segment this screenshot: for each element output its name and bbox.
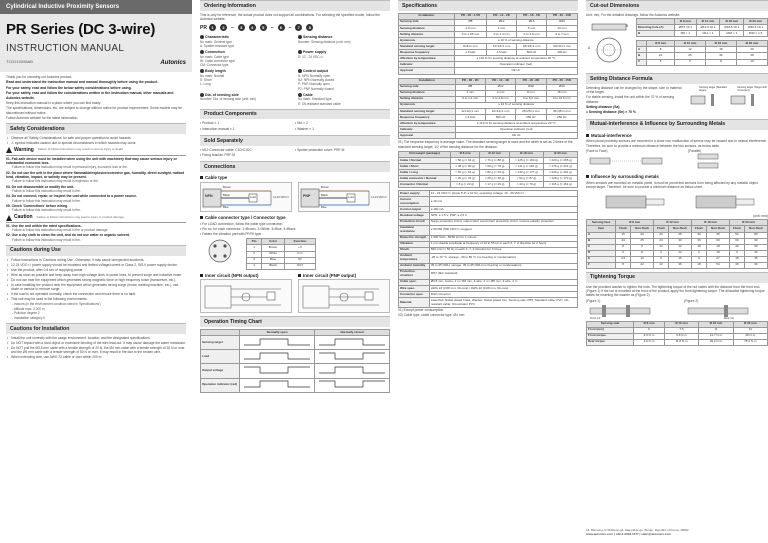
wiring-diagrams xyxy=(200,182,390,212)
timing-table: Normally open Normally closed Sensing target Load Output voltage Operation indicator (red) xyxy=(200,329,390,392)
intro-line: Read and understand the instruction manual and manual thoroughly before using the product. xyxy=(6,80,159,85)
intro-line: Keep this instruction manual in a place where you can find easily. xyxy=(6,100,102,105)
install-bullet: • Install the unit correctly with the usage environment, location, and the designated specifications. xyxy=(6,336,186,340)
setting-label-2: Sensing target (Target with movement) xyxy=(737,85,767,93)
wire-brown: Brown xyxy=(223,184,231,189)
components-list: • Product × 1 • Nut × 2 • Instruction manual × 1 • Washer × 1 xyxy=(200,121,314,131)
footer-contact: www.autonics.com | +82-2-2048-1577 | sales@autonics.com xyxy=(586,532,671,537)
wire-blue: Blue xyxy=(321,204,327,209)
connector-type-heading: Cable connector type / Connector type xyxy=(200,215,390,221)
ordering-code-row: PR 1 2 – 3 4 5 – 6 – 7 8 xyxy=(200,24,390,31)
footer-address: 18, Bansong-ro 513beon-gil, Haeundae-gu, Busan, Republic of Korea, 48002 xyxy=(586,528,689,533)
warning-icon xyxy=(6,147,12,153)
ordering-grid xyxy=(200,35,390,105)
caution-item: 01. Use the unit within the rated specifications. xyxy=(6,223,82,228)
setting-label-1: Sensing target (Standard target) xyxy=(699,85,727,93)
caution-banner xyxy=(6,213,186,223)
warning-banner xyxy=(6,146,186,156)
supply-label: 12-24 VDC== xyxy=(371,195,387,199)
weight-table: Unit weight (package) Ø 8 mm Ø 12 mm Ø 18 mm Ø 30 mm Cable / Normal ≈ 50 g (≈ 62 g) ≈ 76 g (≈ 88 g) ≈ 125 g (≈ 160 g) ≈ 220 g (≈ 265 g) Cable / Short ≈ 48 g (≈ 60 g) ≈ 66 g (≈ 78 g) ≈ 111 g (≈ 146 g) ≈ 176 g (≈ 221 g) Cable / Long ≈ 52 g (≈ 64 g) ≈ 82 g (≈ 94 g) ≈ 142 g (≈ 177 g) ≈ 246 g (≈ 291 g) Cable connector / Normal ≈ 20 g (≈ 32 g) ≈ 28 g (≈ 40 g) ≈ 52 g (≈ 87 g) ≈ 128 g (≈ 173 g) Connector / Normal ≈ 8 g (≈ 20 g) ≈ 17 g (≈ 29 g) ≈ 44 g (≈ 79 g) ≈ 116 g (≈ 161 g) xyxy=(398,151,578,188)
caution-desc: Failure to follow instructions may lead to injury or product damage. xyxy=(36,214,125,219)
tightening-text: Use the provided washer to tighten the nuts. The tightening torque of the nut varies with the distance from the front end. (Figure 1) If the nut is mounted at the front of the product, apply the front tightening torque. The allowable tightening torque tables for inserting the washer as (Figure 2). xyxy=(586,284,765,298)
spec-footnote: 01) The response frequency is average value. The standard sensing target is used and the width is set as 2 times of the standard sensing target, 1/2 of the sensing distance for the distance. xyxy=(398,140,573,149)
manual-code: TCD210098AB xyxy=(6,58,33,64)
inner-circuits xyxy=(200,270,390,314)
column-1 xyxy=(0,0,192,543)
warning-item: 05. Check 'Connections' before wiring. xyxy=(6,203,69,208)
specs-heading: Specifications xyxy=(398,0,578,11)
sold-list: • M12 Connector cable: C1D/C1DC • Sputter protection cover: PRF-M • Fixing bracket: PRF-M xyxy=(200,147,345,158)
general-spec-table: Power supply 12 - 24 VDC== (ripple P-P: ≤ 10 %), operating voltage: 10 - 30 VDC== Current consumption ≤ 10 mA Control output ≤ 200 mA Residual voltage NPN: ≤ 1.5 V, PNP: ≤ 2.5 V Protection circuit Surge protection circuit, output short overcurrent protection circuit, reverse polarity protection Insulation resistance ≥ 50 MΩ (500 VDC== megger) Dielectric strength 1,500 VAC~ 50/60 Hz for 1 minute Vibration 1 mm double amplitude at frequency of 10 to 55 Hz in each X, Y, Z direction for 2 hours Shock 500 m/s² (≈ 50 G) in each X, Y, Z direction for 3 times Ambient temperature -25 to 70 °C, storage: -30 to 80 °C (no freezing or condensation) Ambient humidity 35 to 95 %RH, storage: 35 to 95 %RH (no freezing or condensation) Protection structure IP67 (IEC standard) Cable spec. Ø3.5 mm, 3-wire, 2 m / Ø4 mm, 3-wire, 2 m / Ø5 mm, 3-wire, 2 m Wire spec. AWG 24 (0.08 mm, 40-core) / AWG 22 (0.08 mm, 60-core) Connector spec. M12 connector Material Case/Nut: Nickel plated brass, Washer: Nickel plated iron, Sensing side: PBT, Standard cable: PVC, Oil-resistant cable: Oil-resistant PVC xyxy=(398,190,578,308)
order-item: Control output N: NPN Normally open N2: NPN Normally closed P: PNP Normally open P2: PNP Normally closed xyxy=(298,69,335,91)
metal-diagram-svg xyxy=(586,190,768,214)
ordering-heading: Ordering Information xyxy=(200,0,390,11)
use-bullet: • This unit may be used in the following environments. xyxy=(6,297,186,301)
fig1-label: (Figure 1) xyxy=(586,298,601,303)
timing-heading: Operation Timing Chart xyxy=(200,316,390,327)
sold-heading: Sold Separately xyxy=(200,135,390,146)
column-3 xyxy=(398,0,578,543)
warning-label: Warning xyxy=(14,147,34,154)
unit-label: (unit: mm) xyxy=(753,214,768,219)
parallel-label: (Parallel) xyxy=(688,148,702,153)
intro-section xyxy=(0,72,192,363)
cutout-table-2: Ø 8 mm Ø 12 mm Ø 18 mm Ø 30 mm A 8 12 18 30 B 24 26 36 48 C 5 6 8 10 xyxy=(636,40,768,65)
cutout-drawing xyxy=(586,20,632,68)
metal-diagram xyxy=(586,190,768,214)
use-bullet: • Do not use near the equipment which generates strong magnetic force or high frequency noise (transceiver, etc.). xyxy=(6,278,186,282)
series-label: Cylindrical Inductive Proximity Sensors xyxy=(6,4,120,10)
caution-item: 02. Use a dry cloth to clean the unit, and do not use water or organic solvent. xyxy=(6,233,130,238)
spec-table-1: Installation PR - 08 - 1.5D PR - 12 - 2D PR - 18 - 5D PR - 30 - 10D Sensing side Ø8 Ø12 Ø18 Ø30 Sensing distance 1.5 mm 2 mm 5 mm 10 mm Setting distance 0 to 1.05 mm 0 to 1.4 mm 0 to 3.5 mm 0 to 7 mm Hysteresis ≤ 10 % of sensing distance Standard sensing target 8×8×1 mm 12×12×1 mm 18×18×1 mm 30×30×1 mm Response frequency 1.5 kHz 1.5 kHz 500 Hz 400 Hz Affection by temperature ≤ ±10 % for sensing distance at ambient temperature 20 °C Indicator Operation indicator (red) Approval CE UL xyxy=(398,13,578,75)
order-item: Power supply D: 12 - 24 VDC== xyxy=(298,50,327,59)
npn-wiring xyxy=(200,182,292,212)
column-4 xyxy=(586,0,768,543)
cutout-tables xyxy=(636,18,768,70)
use-bullet: • 12-24 VDC== power supply should be insulated and limited voltage/current or Class 2, SELV power supply device. xyxy=(6,263,186,267)
tightening-heading: Tightening Torque xyxy=(586,272,768,283)
install-bullet: • When extending wire, use AWG 22 cable or over within 200 m. xyxy=(6,355,186,359)
caution-label: Caution xyxy=(14,214,33,221)
face-label: (Face to Face) xyxy=(586,148,608,153)
front-nut-label: Front nut xyxy=(590,317,601,321)
use-bullet: • In case installing the product near the equipment which generates strong surge (motor, welding machine, etc.), use diode or varistor to remove surge. xyxy=(6,283,186,292)
intro-line: For your safety, read and follow the below safety considerations before using. xyxy=(6,85,132,90)
series-header xyxy=(0,0,192,14)
pin-table: Pin Color Function 1 Brown +V 2 White N·C 3 Blue 0V 4 Black OUT xyxy=(246,238,316,269)
use-sub: - Installation category II xyxy=(12,316,45,321)
footer xyxy=(586,529,768,537)
order-item: Cable No mark: Standard type E: Oil-resistant standard cable xyxy=(298,92,341,106)
connections-heading: Connections xyxy=(200,161,390,172)
safety-heading: Safety Considerations xyxy=(6,123,186,134)
safety-bullet: • Observe all 'Safety Considerations' for safe and proper operation to avoid hazards. xyxy=(6,136,186,140)
warning-sub: Failure to follow this instruction may result in personal injury, economic loss or fire. xyxy=(12,165,128,170)
wire-brown: Brown xyxy=(321,184,329,189)
cutout-area xyxy=(586,18,768,70)
npn-circuit-svg xyxy=(201,280,289,314)
use-sub: - Altitude max. 2,000 m xyxy=(12,306,45,311)
warning-item: 04. Do not connect, repair, or inspect the unit while connected to a power source. xyxy=(6,194,137,199)
warning-item: 03. Do not disassemble or modify the unit. xyxy=(6,184,75,189)
label-b: B xyxy=(626,24,629,29)
inner-pnp: Inner circuit (PNP output) xyxy=(298,270,390,314)
face-diagram-svg xyxy=(586,153,666,169)
use-sub: - Indoors (in the environment condition rated in 'Specifications') xyxy=(12,301,101,306)
spec-note: 01) Except power consumption. xyxy=(398,308,445,313)
intro-line: For your safety, read and follow the considerations written in the instruction manual, other manuals and Autonics website. xyxy=(6,91,174,100)
cutout-heading: Cut-out Dimensions xyxy=(586,0,768,11)
cable-type-heading: Cable type xyxy=(200,175,390,181)
order-code: 5 xyxy=(260,24,267,31)
cutout-table: Ø 8 mm Ø 12 mm Ø 18 mm Ø 30 mm Mounting hole (A) Ø8.5 ±0.1 Ø12.5 ±0.1 Ø18.5 ±0.1 Ø30.5 ±0.1 B M8 × 1 M12 × 1 M18 × 1 M30 × 1.5 xyxy=(636,18,768,37)
mutual-heading: Mutual-interference & Influence by Surrounding Metals xyxy=(586,119,768,130)
intro-line: Thank you for choosing our Autonics product. xyxy=(6,75,73,79)
label-a: A xyxy=(588,46,591,51)
setting-area xyxy=(586,86,768,116)
product-title: PR Series (DC 3-wire) xyxy=(6,21,156,38)
order-item: Body length No mark: Normal S: Short L: Long xyxy=(200,69,226,87)
setting-heading: Setting Distance Formula xyxy=(586,73,768,84)
use-bullet: • Use the product, after 0.8 sec of supplying power. xyxy=(6,268,186,272)
order-item: Dia. of sensing side Number: Dia. of sensing side (unit: mm) xyxy=(200,92,257,102)
wire-blue: Blue xyxy=(223,204,229,209)
install-bullet: • Do NOT impact with a hard object or excessive bending of the wire lead-out. It may cause damage the water resistance. xyxy=(6,341,186,345)
inner-npn: Inner circuit (NPN output) xyxy=(200,270,292,314)
mutual-diagram xyxy=(586,149,768,171)
setting-text: Detecting distance can be changed by the shape, size or material of the target. For stable sensing, install the unit within the 70 % of sensing distance. Setting distance (Sa) = Sensing distance (Sn) × 70 % xyxy=(586,85,682,115)
mutual-sub2: Influence by surrounding metals xyxy=(586,174,768,180)
warning-sub: Failure to follow this instruction may result in fire. xyxy=(12,208,81,213)
order-code: 2 xyxy=(220,24,227,31)
order-item: Characteristic No mark: General type A: Spatter-resistant type xyxy=(200,35,235,49)
order-item: Connection No mark: Cable type W: Cable connector type CM: Connector type xyxy=(200,50,235,68)
manual-subtitle: INSTRUCTION MANUAL xyxy=(6,42,125,54)
components-heading: Product Components xyxy=(200,109,390,120)
warning-sub: Failure to follow this instruction may result in explosion or fire. xyxy=(12,179,99,184)
load-label: Load xyxy=(250,195,256,199)
warning-sub: Failure to follow this instruction may result in fire. xyxy=(12,198,81,203)
warning-item: 02. Do not use the unit in the place where flammable/explosive/corrosive gas, humidity, direct sunlight, radiant heat, vibration, impact, or salinity may be present. xyxy=(6,170,184,180)
wire-black: Black xyxy=(223,192,230,197)
fig2-label: (Figure 2) xyxy=(684,298,699,303)
intro-line: Follow Autonics website for the latest information. xyxy=(6,115,79,120)
caution-icon xyxy=(6,215,12,221)
pin-area xyxy=(200,238,390,269)
warning-desc: Failure to follow instructions may result in serious injury or death. xyxy=(37,147,124,152)
caution-sub: Failure to follow this instruction may result in fire. xyxy=(12,237,81,242)
load-label: Load xyxy=(348,195,354,199)
use-bullet: • Wire as short as possible and keep away from high voltage lines or power lines, to prevent surge and inductive noise. xyxy=(6,273,186,277)
warning-sub: Failure to follow this instruction may result in fire. xyxy=(12,189,81,194)
intro-line: The specifications, dimensions, etc. are subject to change without notice for product improvement. Some models may be discontinued without notice. xyxy=(6,106,182,115)
wire-black: Black xyxy=(321,192,328,197)
setting-diagram xyxy=(687,86,768,114)
spec-note: 02) Cable type, cable connector type: Ø4 mm xyxy=(398,313,465,318)
cautions-use-heading: Cautions during Use xyxy=(6,245,186,256)
pnp-circuit-svg xyxy=(299,280,387,314)
order-code: 3 xyxy=(238,24,245,31)
use-sub: - Pollution degree 2 xyxy=(12,311,40,316)
order-code: 1 xyxy=(209,24,216,31)
cautions-install-heading: Cautions for Installation xyxy=(6,323,186,334)
cutout-desc: Unit: mm, For the detailed drawings, follow the Autonics website. xyxy=(586,12,681,17)
mutual-text-2: When sensors are mounted on metallic panel, it must be prevented sensors from being affected by any metallic object except target. Therefore, be sure to provide a minimum distance as below chart. xyxy=(586,180,758,189)
order-code: 6 xyxy=(278,24,285,31)
install-bullet: • Do NOT pull the Ø3.5 mm cable with a tensile strength of 20 N, the Ø4 mm cable with a tensile strength of 30 N or over and the Ø5 mm cable with a tensile strength of 50 N or over. It may result in fire due to the broken wire. xyxy=(6,346,186,355)
safety-bullet: • ⚠ symbol indicates caution due to special circumstances in which hazards may occur. xyxy=(6,141,186,145)
pnp-wiring xyxy=(298,182,390,212)
mutual-sub1: Mutual-interference xyxy=(586,133,768,139)
column-2: Ordering Information This is only for reference, the actual product does not support all combinations. For selecting the specified model, follow the Autonics website. PR 1 2 – 3 4 5 – 6 – 7 8 Characteristic No mark: General type A: Spatter-resistant type Sensing distance Number: Sensing distance (unit: mm) Connection No mark: Cable type W: Cable connector type CM: Connector type Power supply D: 12 - 24 VDC== Body length No mark: Normal S: Short L: Long Control output N: NPN Normally open N2: NPN Normally closed P: PNP Normally open P2: PNP Normally closed Dia. of sensing side Number: Dia. of sensing side (unit: mm) Cable No mark: Standard type E: Oil-resistant standard cable Product Components • Product × 1 • Nut × 2 • Instruction manual × 1 • Washer × 1 Sold Separately • M12 Connector cable: C1D/C1DC • Sputter protection cover: PRF-M • Fixing bracket: PRF-M Connections Cable type NPN Brown Black Blue Load 12-24 VDC== PNP Brown Black Blue Load 12-24 VDC== Cable connector type / Connector type • For LOAD connection, follow the cable type connection. • Pin no. for each connector: 1=Brown, 2=White, 3=Blue, 4=Black • Fasten the vibration part with PF/Fit type. Pin Color Function 1 Brown +V 2 White N·C 3 Blue 0V 4 Black OUT Inner circuit (NPN output) Inner circuit (PNP output) Operation Timing Chart Normally open Normally closed Sensing target Load Output voltage Operation indicator (red) xyxy=(200,0,390,543)
brand-logo: Autonics xyxy=(160,60,186,67)
ordering-desc: This is only for reference, the actual product does not support all combinations. For selecting the specified model, follow the Autonics website. xyxy=(200,12,380,22)
supply-label: 12-24 VDC== xyxy=(273,195,289,199)
parallel-diagram-svg xyxy=(688,153,768,169)
npn-label: NPN xyxy=(205,193,213,198)
spec-table-2: Installation PR - 08 - 2D PR - 12 - 4D PR - 18 - 8D PR - 30 - 15D Sensing side Ø8 Ø12 Ø18 Ø30 Sensing distance 2 mm 4 mm 8 mm 15 mm Setting distance 0 to 1.4 mm 0 to 2.8 mm 0 to 5.6 mm 0 to 10.5 mm Hysteresis ≤ 10 % of sensing distance Standard sensing target 12×12×1 mm 12×12×1 mm 25×25×1 mm 45×45×1 mm Response frequency 1.5 kHz 500 Hz 350 Hz 250 Hz Affection by temperature ≤ ±10 % for sensing distance at ambient temperature 20 °C Indicator Operation indicator (red) Approval CE UL xyxy=(398,78,578,140)
ordering-prefix: PR xyxy=(200,24,207,31)
title-area xyxy=(0,14,192,72)
order-item: Sensing distance Number: Sensing distance (unit: mm) xyxy=(298,35,351,44)
order-code: 4 xyxy=(249,24,256,31)
mutual-text: When plural proximity sensors are mounted in a close row, malfunction of sensor may be caused due to mutual interference. Therefore, be sure to provide a minimum distance between the two sensors, as below table. xyxy=(586,139,768,148)
rear-nut-label: Rear nut xyxy=(724,317,734,321)
order-code: 7 xyxy=(295,24,302,31)
warning-item: 01. Fail-safe device must be installed when using the unit with machinery that may cause serious injury or substantial economic loss. xyxy=(6,156,177,166)
order-code: 8 xyxy=(306,24,313,31)
tightening-table: Sensing side Ø 8 mm Ø 12 mm Ø 18 mm Ø 30 mm Front (mm) 6 7.5 11 13 Front torque 4.9 N·m 9.8 N·m 14.7 N·m 49 N·m Rear torque 4.9 N·m 11.8 N·m 39.2 N·m 78.4 N·m xyxy=(586,321,768,346)
use-bullet: • If the load is not operated normally, check the connection and ensure there is no fault. xyxy=(6,292,186,296)
tightening-figs xyxy=(586,299,768,321)
pnp-label: PNP xyxy=(303,193,311,198)
caution-sub: Failure to follow this instruction may result in fire or product damage. xyxy=(12,228,109,233)
connector-pin-icon xyxy=(200,238,240,264)
use-bullet: • Follow instructions in 'Cautions during Use'. Otherwise, it may cause unexpected accidents. xyxy=(6,258,186,262)
mutual-table: Sensing face Ø 8 mm Ø 12 mm Ø 18 mm Ø 30 mm Item Flush Non-flush Flush Non-flush Flush Non-flush Flush Non-flush A 15 20 20 25 30 45 50 80 B 24 25 24 30 36 60 60 90 C 8 6 12 12 18 18 30 30 D 0 8 0 12 0 18 0 30 E 4.5 10 6 16 9 27 15 45 F 8 22 12 36 18 54 30 90 xyxy=(586,219,768,269)
